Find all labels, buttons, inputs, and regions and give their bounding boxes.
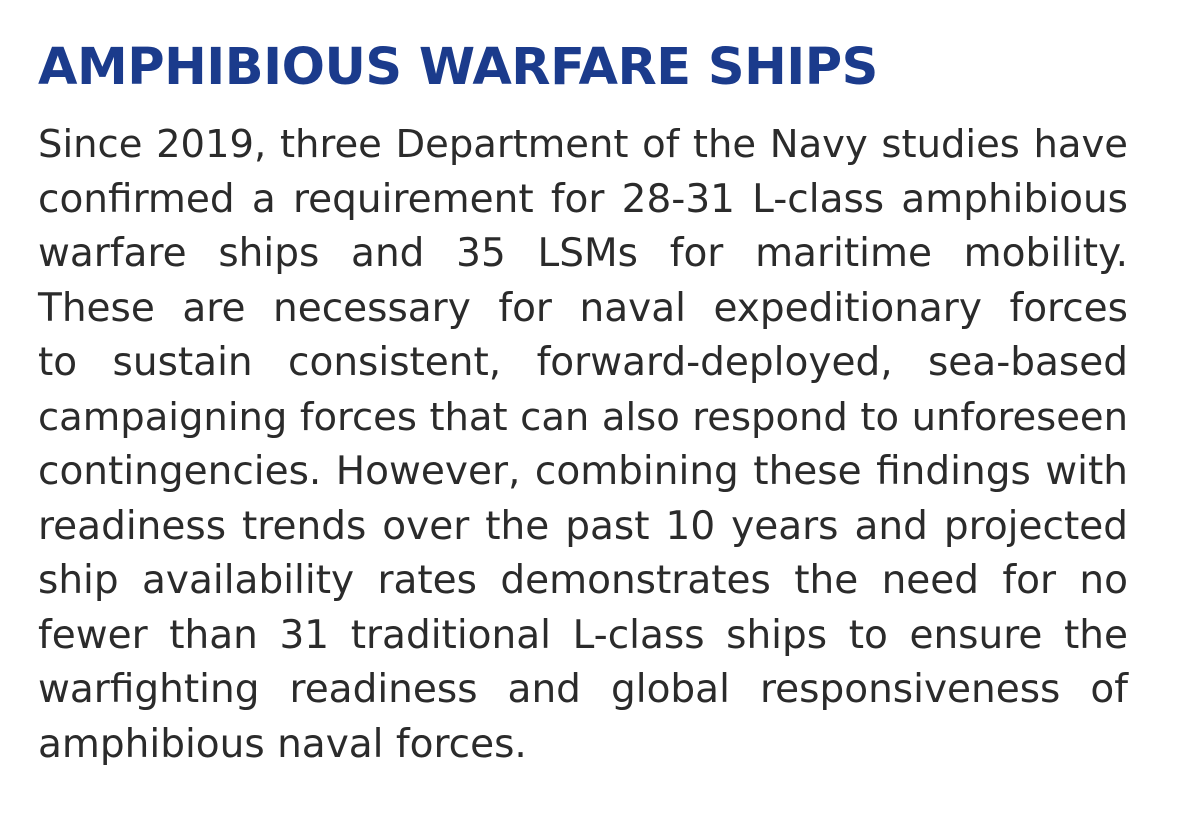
paragraph-line: Since 2019, three Department of the Navy studies have xyxy=(38,122,1128,167)
paragraph-line: confirmed a requirement for 28-31 L-class amphibious xyxy=(38,176,1128,222)
paragraph-line: amphibious naval forces. xyxy=(38,721,527,767)
paragraph-line: contingencies. However, combining these findings with xyxy=(38,449,1128,494)
paragraph-line: ship availability rates demonstrates the need for no xyxy=(38,558,1128,603)
paragraph-line: These are necessary for naval expeditionary forces xyxy=(38,285,1128,331)
paragraph-line: readiness trends over the past 10 years and projected xyxy=(38,503,1128,549)
body-paragraph xyxy=(38,118,1128,772)
paragraph-line: to sustain consistent, forward-deployed, sea-based xyxy=(38,340,1128,385)
paragraph-line: campaigning forces that can also respond to unforeseen xyxy=(38,394,1128,440)
section-title: AMPHIBIOUS WARFARE SHIPS xyxy=(38,38,878,97)
paragraph-line: fewer than 31 traditional L-class ships to ensure the xyxy=(38,612,1128,658)
paragraph-line: warfighting readiness and global responsiveness of xyxy=(38,667,1128,712)
paragraph-line: warfare ships and 35 LSMs for maritime mobility. xyxy=(38,231,1128,276)
